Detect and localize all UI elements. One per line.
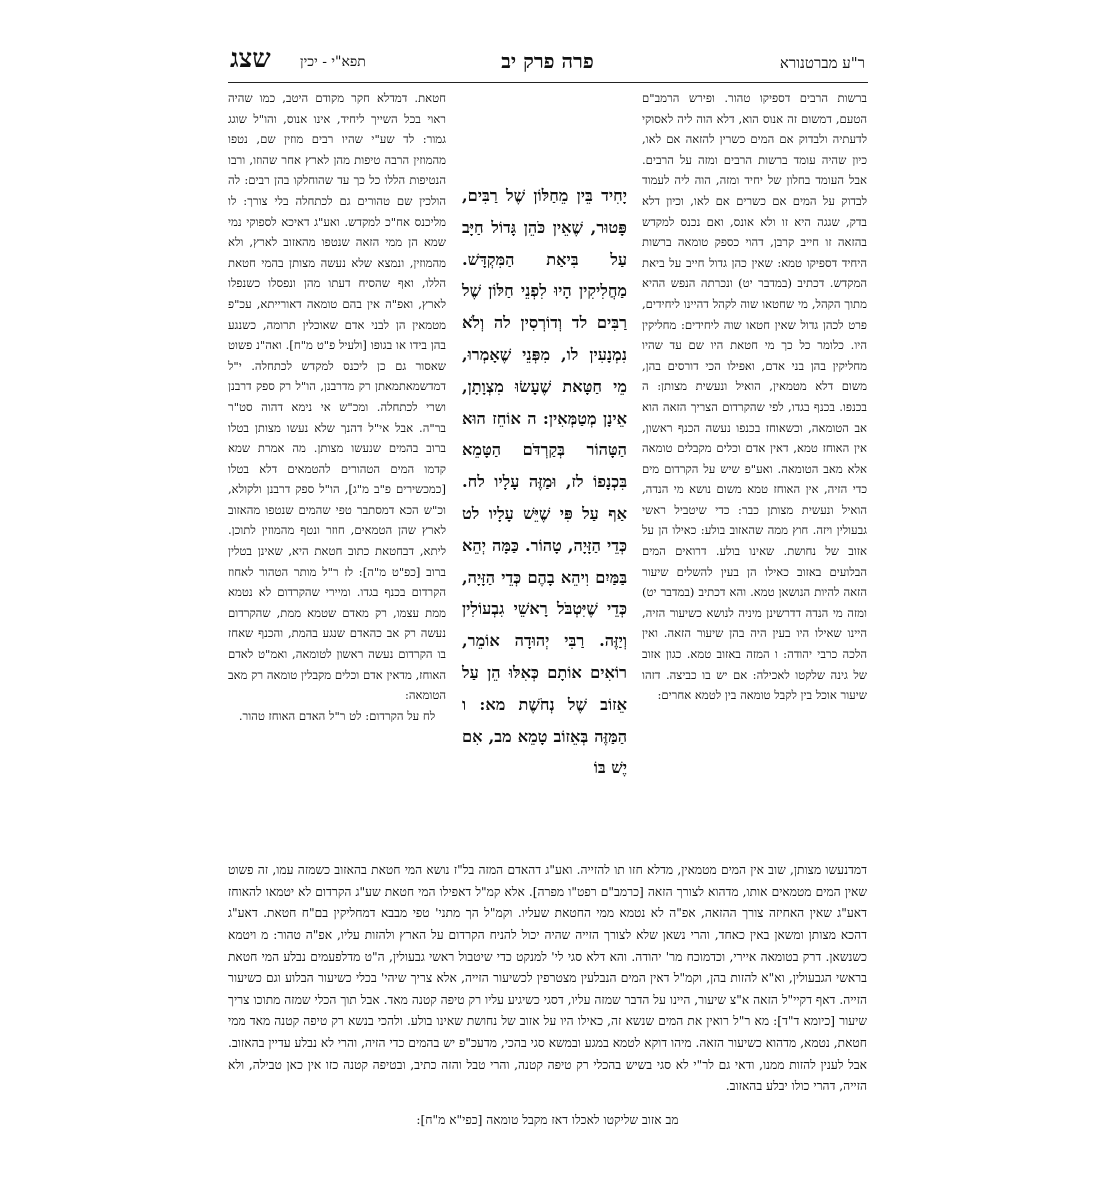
bottom-commentary-last-line: מב אזוב שליקטו לאכלו דאז מקבל טומאה [כפי"א מ"ח]:	[416, 1112, 679, 1127]
page-number: שצג	[230, 44, 271, 74]
bartenura-text: ברשות הרבים דספיקו טהור. ופירש הרמב"ם הטעם, דמשום זה אנוס הוא, דלא הוה ליה לאסוקי לדעתיה ולבדוק אם המים כשרין להזאה אם לאו, כיון שהיה עומד ברשות הרבים ומזה על הרבים. אבל העומד בחלון של יחיד ומזה, הוה ליה לעמוד לבדוק על המים אם כשרים אם לאו, וכיון דלא בדק, שגגה היא זו ולא אונס, ואם נכנס למקדש בהזאה זו חייב קרבן, דהוי כספק טומאה ברשות היחיד דספיקו טמא: שאין כהן גדול חייב על ביאת המקדש. דכתיב (במדבר יט) ונכרתה הנפש ההיא מתוך הקהל, מי שחטאו שוה לקהל דהיינו ליחידים, פרט לכהן גדול שאין חטאו שוה ליחידים: מחליקין היו. כלומר כל כך מי חטאת היו שם עד שהיו מחליקין בהן בני אדם, ואפילו הכי דורסים בהן, משום דלא מטמאין, הואיל ונעשית מצותן: ה בכנפו. בכנף בגדו, לפי שהקרדום הצריך הזאה הוא אב הטומאה, וכשאוחז בכנפו נעשה הכנף ראשון, אין האוחז טמא, דאין אדם וכלים מקבלים טומאה אלא מאב הטומאה. ואע"פ שיש על הקרדום מים כדי הזיה, אין האוחז טמא משום נושא מי הנדה, הואיל ונעשית מצותן כבר: כדי שיטביל ראשי גבעולין ויזה. חוץ ממה שהאזוב בולע: כאילו הן על אזוב של נחושת. שאינו בולע. דרואים המים הבלועים באזוב כאילו הן בעין להשלים שיעור הזאה להיות הנושאן טמא. והא דכתיב (במדבר יט) ומזה מי הנדה דדרשינן מיניה לנושא כשיעור הזיה, היינו שאילו היו בעין היה בהן שיעור הזאה. ואין הלכה כרבי יהודה: ו המזה באזוב טמא. כגון אזוב של גינה שלקטו לאכילה: אם יש בו כביצה. דזהו שיעור אוכל בין לקבל טומאה בין לטמא אחרים:	[642, 91, 867, 703]
mishnah-text: יָחִיד בֵּין מֵחַלּוֹן שֶׁל רַבִּים, פָּטוּר, שֶׁאֵין כֹּהֵן גָּדוֹל חַיָּב עַל בִּיאַת הַמִּקְדָּשׁ. מַחֲלִיקִין הָיוּ לִפְנֵי חַלּוֹן שֶׁל רַבִּים לד וְדוֹרְסִין לה וְלֹא נִמְנָעִין לו, מִפְּנֵי שֶׁאָמְרוּ, מֵי חַטָּאת שֶׁעָשׂוּ מִצְוָתָן, אֵינָן מְטַמְּאִין: ה אוֹחֵז הוּא הַטָּהוֹר בְּקַרְדֹּם הַטָּמֵא בִּכְנָפוֹ לז, וּמַזֶּה עָלָיו לח. אַף עַל פִּי שֶׁיֵּשׁ עָלָיו לט כְּדֵי הַזָּיָה, טָהוֹר. כַּמָּה יְהֵא בַּמַּיִם וִיהֵא בָהֶם כְּדֵי הַזָּיָה, כְּדֵי שֶׁיִּטְבֹּל רָאשֵׁי גִבְעוֹלִין וְיַזֶּה. רַבִּי יְהוּדָה אוֹמֵר, רוֹאִים אוֹתָם כְּאִלּוּ הֵן עַל אֵזוֹב שֶׁל נְחֹשֶׁת מא: ו הַמַּזֶּה בְּאֵזוֹב טָמֵא מב, אִם יֶשׁ בּוֹ	[462, 186, 627, 778]
bottom-commentary-block	[228, 848, 867, 1154]
tractate-chapter-heading: פרה פרק יב	[501, 49, 594, 73]
bartenura-commentary-column	[642, 88, 867, 703]
bottom-commentary-text: דמדנעשו מצותן, שוב אין המים מטמאין, מדלא חזו תו להזייה. ואע"ג דהאדם המזה בל"ז נושא המי חטאת בהאזוב כשמזה עמו, זה פשוט שאין המים מטמאים אותו, מדהוא לצורך הזאה [כרמב"ם רפט"ו מפרה]. אלא קמ"ל דאפילו המי חטאת שע"ג הקרדום לא יטמאו להאוחז דאע"ג שאין האחיזה צורך ההזאה, אפ"ה לא נטמא ממי החטאת שעליו. וקמ"ל הך מתני' טפי מבבא דמחליקין בם"ח חטאת. דאע"ג דהכא מצותן ומשאן באין כאחד, והרי נשאן שלא לצורך הזייה שהיה יכול להניח הקרדום על הארץ ולהזות עליו, אפ"ה טהור: מ ויטמא כשנשאן. דרק בטומאה איירי, וכדמוכח מר' יהודה. והא דלא סגי לי' למנקט כדי שיטבול ראשי גבעולין, ה"ט מדלפעמים נבלע המי חטאת בראשי הגבעולין, וא"א להזות בהן, וקמ"ל דאין המים הנבלעין מצטרפין לכשיעור הזייה, אלא צריך שיהי' בכלי כשיעור הבלוע וגם כשיעור הזייה. דאף דקיי"ל הזאה א"צ שיעור, היינו על הדבר שמזה עליו, דסגי כשיגיע עליו רק טיפה קטנה מאד. אבל תוך הכלי שמזה מתוכו צריך שיעור [כיומא ד"ד]: מא ר"ל רואין את המים שנשא זה, כאילו היו על אזוב של נחושת שאינו בולע. ולהכי בנשא רק טיפה קטנה מאד ממי חטאת, נטמא, מדהוא כשיעור הזאה. מיהו דוקא לטמא במגע ובמשא סגי בהכי, מדעכ"פ יש בהמים כדי הזיה, והרי לא נבלע עדיין בהאזוב. אבל לענין להזות ממנו, ודאי גם לר"י לא סגי בשיש בהכלי רק טיפה קטנה, והרי טבל והזה כתיב, ובטיפה קטנה כזו אין כאן טבילה, ולא הזייה, דהרי כולו יבלע בהאזוב.	[228, 863, 867, 1094]
commentary-name-heading: ר"ע מברטנורא	[779, 54, 865, 72]
tiferet-yisrael-tail: לח על הקרדום: לט ר"ל האדם האוחז טהור.	[238, 708, 436, 723]
page-header	[230, 44, 865, 78]
tiferet-yisrael-text: חטאת. דמדלא חקר מקודם היטב, כמו שהיה ראוי בכל השייך ליחיד, אינו אנוס, והו"ל שוגג גמור: לד שע"י שהיו רבים מוזין שם, נטפו מהמוזין הרבה טיפות מהן לארץ אחר שהוזו, ורבו הנטיפות הללו כל כך עד שהוחלקו בהן רבים: לה הולכין שם טהורים גם לכתחלה בלי צורך: לו מליכנס אח"כ למקדש. ואע"ג דאיכא לספוקי נמי שמא הן ממי הזאה שנטפו מהאזוב לארץ, ולא מהמוזין, ונמצא שלא נעשה מצותן בהמי חטאת הללו, ואף שהסיח דעתו מהן ונפסלו כשנפלו לארץ, ואפ"ה אין בהם טומאה דאורייתא, עכ"פ מטמאין הן לבני אדם שאוכלין תרומה, כשנגע בהן בידו או בגופו [ולעיל פ"ט מ"ח]. ואה"נ פשוט שאסור גם כן ליכנס למקדש לכתחלה. י"ל דמדשמאתמאתן רק מדרבנן, הו"ל רק ספק דרבנן ושרי לכתחלה. ומכ"ש אי נימא דהוה סט"ר בר"ה. אבל אי"ל דהנך שלא נעשו מצותן בטלו ברוב בהמים שנעשו מצותן. מה אמרת שמא קדמו המים הטהורים להטמאים דלא בטלו [כמכשירים פ"ב מ"ג], הו"ל ספק דרבנן ולקולא, וכ"ש הכא דמסתבר טפי שהמים שנטפו מהאזוב לארץ שהן הטמאים, חוזר ונטף מהמוזין לתוכן. ליתא, דבחטאת כתוב חטאת היא, שאינן בטלין ברוב [כפ"ט מ"ה]: לז ר"ל מותר הטהור לאחוז הקרדום בכנף בגדו. ומיירי שהקרדום לא נטמא ממת עצמו, רק מאדם שטמא ממת, שהקרדום נעשה רק אב כהאדם שנגע בהמת, והכנף שאחז בו הקרדום נעשה ראשון לטומאה, ואמ"ט לאדם האוחז, מדאין אדם וכלים מקבלין טומאה רק מאב הטומאה:	[228, 91, 446, 703]
tiferet-yisrael-column	[228, 88, 446, 838]
header-rule	[228, 82, 868, 83]
sub-commentary-heading: תפא"י - יכין	[300, 54, 366, 70]
